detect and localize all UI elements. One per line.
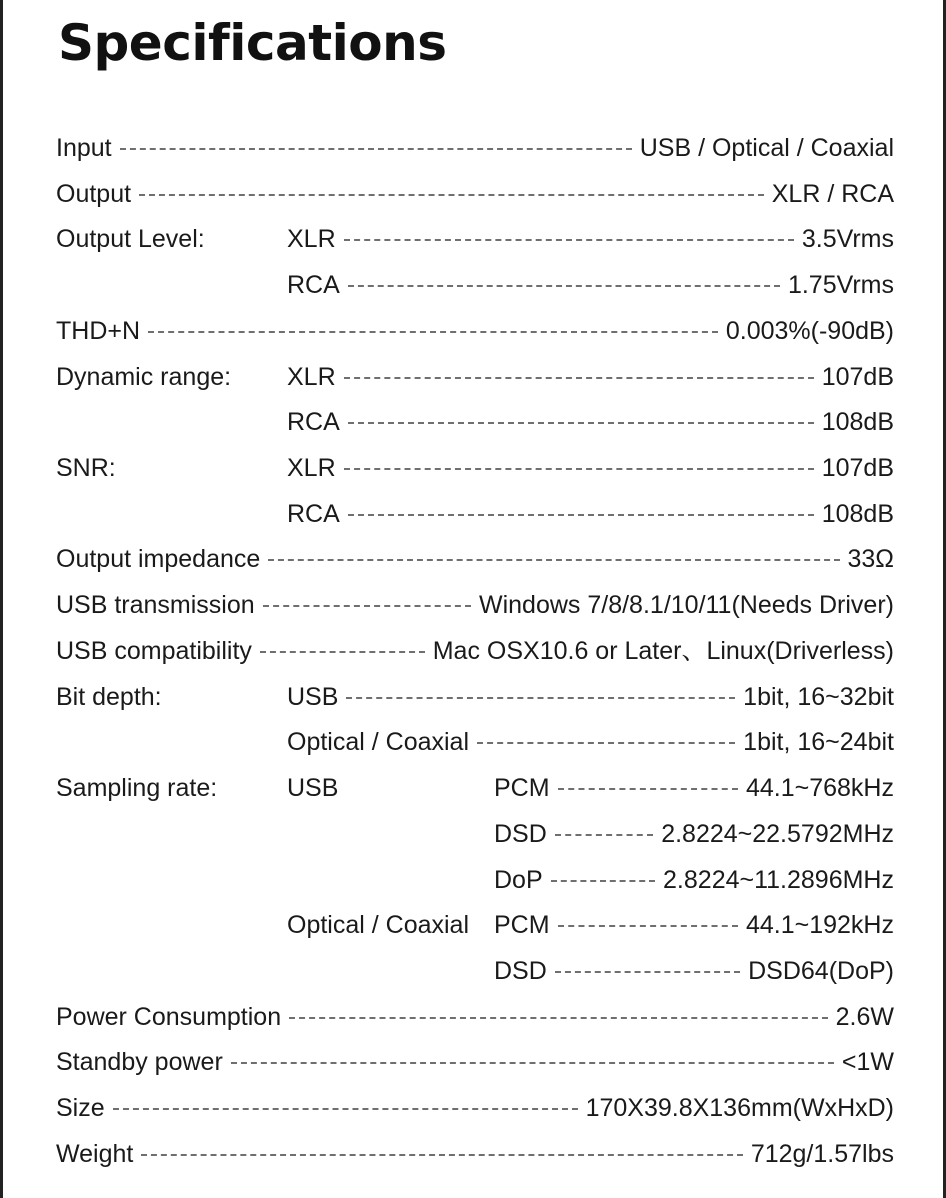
spec-value: 108dB bbox=[816, 405, 894, 439]
dotted-leader bbox=[477, 742, 735, 744]
spec-label: Size bbox=[56, 1091, 111, 1125]
spec-sublabel: USB bbox=[287, 680, 344, 714]
dotted-leader bbox=[348, 422, 814, 424]
dotted-leader bbox=[141, 1154, 742, 1156]
spec-row bbox=[0, 268, 946, 302]
spec-row bbox=[0, 1045, 946, 1079]
spec-label: Standby power bbox=[56, 1045, 229, 1079]
spec-value: 107dB bbox=[816, 451, 894, 485]
dotted-leader bbox=[139, 194, 764, 196]
spec-row bbox=[0, 1000, 946, 1034]
spec-row bbox=[0, 314, 946, 348]
spec-label: Sampling rate: bbox=[56, 771, 223, 805]
spec-subsublabel: PCM bbox=[494, 771, 556, 805]
dotted-leader bbox=[558, 788, 738, 790]
spec-row bbox=[0, 405, 946, 439]
dotted-leader bbox=[346, 697, 735, 699]
spec-label: Power Consumption bbox=[56, 1000, 287, 1034]
page-title: Specifications bbox=[58, 14, 447, 72]
spec-label: USB compatibility bbox=[56, 634, 258, 668]
spec-value: 1.75Vrms bbox=[782, 268, 894, 302]
spec-row bbox=[0, 954, 946, 988]
dotted-leader bbox=[558, 925, 738, 927]
dotted-leader bbox=[348, 514, 814, 516]
spec-row bbox=[0, 680, 946, 714]
spec-value: Windows 7/8/8.1/10/11(Needs Driver) bbox=[473, 588, 894, 622]
spec-row bbox=[0, 1091, 946, 1125]
spec-row bbox=[0, 542, 946, 576]
spec-value: 2.8224~11.2896MHz bbox=[657, 863, 894, 897]
dotted-leader bbox=[555, 971, 740, 973]
spec-sublabel: XLR bbox=[287, 451, 342, 485]
spec-sublabel: RCA bbox=[287, 268, 346, 302]
spec-row bbox=[0, 360, 946, 394]
spec-sublabel: RCA bbox=[287, 405, 346, 439]
spec-label: USB transmission bbox=[56, 588, 261, 622]
spec-value: 107dB bbox=[816, 360, 894, 394]
spec-value: 3.5Vrms bbox=[796, 222, 894, 256]
spec-row bbox=[0, 725, 946, 759]
spec-value: 108dB bbox=[816, 497, 894, 531]
spec-row bbox=[0, 131, 946, 165]
dotted-leader bbox=[344, 239, 794, 241]
spec-value: XLR / RCA bbox=[766, 177, 894, 211]
spec-value: 170X39.8X136mm(WxHxD) bbox=[580, 1091, 894, 1125]
spec-value: 44.1~192kHz bbox=[740, 908, 894, 942]
dotted-leader bbox=[263, 605, 471, 607]
dotted-leader bbox=[231, 1062, 834, 1064]
spec-row bbox=[0, 817, 946, 851]
spec-sublabel: Optical / Coaxial bbox=[287, 725, 475, 759]
spec-row bbox=[0, 863, 946, 897]
dotted-leader bbox=[344, 468, 814, 470]
dotted-leader bbox=[348, 285, 780, 287]
spec-value: 2.8224~22.5792MHz bbox=[655, 817, 894, 851]
spec-label: Output impedance bbox=[56, 542, 266, 576]
spec-subsublabel: PCM bbox=[494, 908, 556, 942]
spec-label: Dynamic range: bbox=[56, 360, 237, 394]
spec-value: 2.6W bbox=[830, 1000, 894, 1034]
spec-value: 1bit, 16~32bit bbox=[737, 680, 894, 714]
spec-sublabel: XLR bbox=[287, 222, 342, 256]
dotted-leader bbox=[120, 148, 632, 150]
dotted-leader bbox=[268, 559, 839, 561]
spec-label: Weight bbox=[56, 1137, 139, 1171]
dotted-leader bbox=[148, 331, 718, 333]
spec-sublabel: Optical / Coaxial bbox=[287, 908, 475, 942]
spec-row bbox=[0, 1137, 946, 1171]
spec-row bbox=[0, 908, 946, 942]
spec-value: Mac OSX10.6 or Later、Linux(Driverless) bbox=[427, 634, 894, 668]
dotted-leader bbox=[113, 1108, 578, 1110]
spec-label: Output Level: bbox=[56, 222, 211, 256]
spec-sublabel: USB bbox=[287, 771, 344, 805]
spec-row bbox=[0, 451, 946, 485]
dotted-leader bbox=[289, 1017, 828, 1019]
spec-value: <1W bbox=[836, 1045, 894, 1079]
spec-label: THD+N bbox=[56, 314, 146, 348]
spec-value: 712g/1.57lbs bbox=[745, 1137, 894, 1171]
spec-label: SNR: bbox=[56, 451, 122, 485]
spec-subsublabel: DSD bbox=[494, 954, 553, 988]
spec-value: USB / Optical / Coaxial bbox=[634, 131, 894, 165]
spec-label: Bit depth: bbox=[56, 680, 168, 714]
spec-value: 33Ω bbox=[842, 542, 895, 576]
spec-row bbox=[0, 177, 946, 211]
spec-value: DSD64(DoP) bbox=[742, 954, 894, 988]
dotted-leader bbox=[260, 651, 425, 653]
spec-row bbox=[0, 634, 946, 668]
spec-subsublabel: DSD bbox=[494, 817, 553, 851]
spec-subsublabel: DoP bbox=[494, 863, 549, 897]
spec-value: 44.1~768kHz bbox=[740, 771, 894, 805]
spec-sublabel: XLR bbox=[287, 360, 342, 394]
dotted-leader bbox=[344, 377, 814, 379]
spec-row bbox=[0, 588, 946, 622]
spec-label: Input bbox=[56, 131, 118, 165]
spec-sublabel: RCA bbox=[287, 497, 346, 531]
spec-value: 1bit, 16~24bit bbox=[737, 725, 894, 759]
spec-value: 0.003%(-90dB) bbox=[720, 314, 894, 348]
dotted-leader bbox=[551, 880, 655, 882]
dotted-leader bbox=[555, 834, 653, 836]
spec-row bbox=[0, 497, 946, 531]
spec-row bbox=[0, 222, 946, 256]
spec-label: Output bbox=[56, 177, 137, 211]
spec-row bbox=[0, 771, 946, 805]
